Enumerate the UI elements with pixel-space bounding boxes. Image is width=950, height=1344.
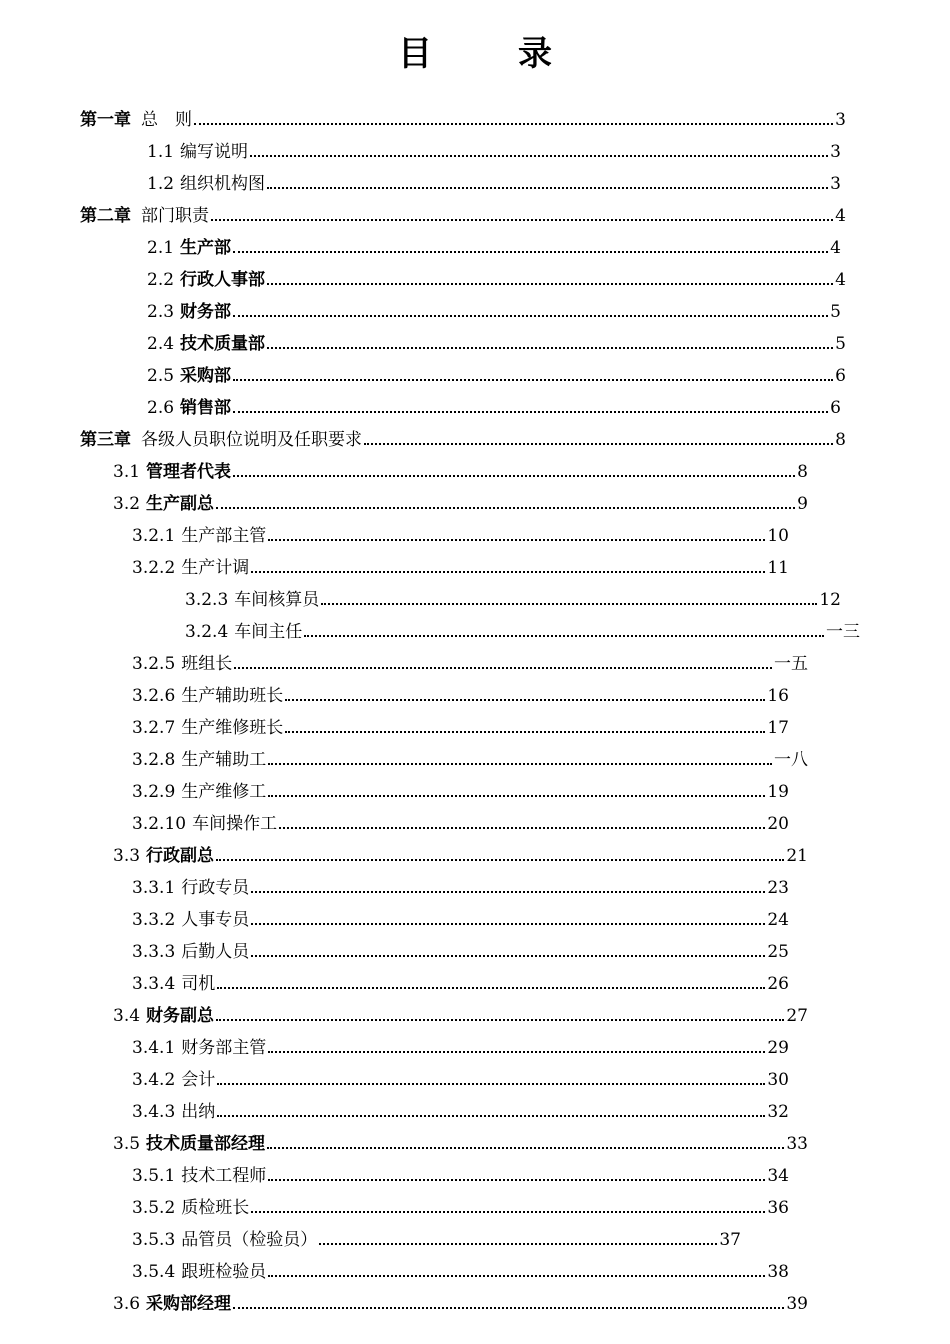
- page-number: 20: [767, 814, 789, 834]
- section-number: 3.2.5: [132, 654, 176, 674]
- page-number: 38: [767, 1262, 789, 1282]
- toc-entry[interactable]: [113, 1122, 808, 1154]
- section-number: 3.2.10: [132, 814, 187, 834]
- section-title: 总 则: [141, 110, 192, 130]
- section-number: 2.2: [147, 270, 175, 290]
- toc-entry[interactable]: [132, 674, 789, 706]
- section-title: 部门职责: [141, 206, 209, 226]
- toc-entry[interactable]: [132, 930, 789, 962]
- page-number: 39: [786, 1294, 808, 1314]
- section-title: 质检班长: [181, 1198, 250, 1218]
- page-number: 23: [767, 878, 789, 898]
- page-number: 3: [830, 174, 841, 194]
- section-number: 3.2.2: [132, 558, 176, 578]
- section-title: 组织机构图: [180, 174, 266, 194]
- section-number: 3.5.2: [132, 1198, 176, 1218]
- section-number: 3.5.3: [132, 1230, 176, 1250]
- section-number: 3.2.8: [132, 750, 176, 770]
- toc-entry[interactable]: [147, 290, 841, 322]
- toc-entry[interactable]: [147, 354, 846, 386]
- dot-leader: [233, 1307, 784, 1309]
- toc-entry[interactable]: [132, 546, 789, 578]
- toc-entry[interactable]: [132, 1026, 789, 1058]
- section-title: 跟班检验员: [181, 1262, 267, 1282]
- section-title: 品管员（检验员）: [181, 1230, 318, 1250]
- page-number: 6: [835, 366, 846, 386]
- toc-entry[interactable]: [147, 130, 841, 162]
- section-number: 1.2: [147, 174, 175, 194]
- section-title: 生产维修工: [181, 782, 267, 802]
- page-number: 6: [830, 398, 841, 418]
- chapter-label: 第二章: [80, 206, 131, 226]
- toc-entry[interactable]: [185, 578, 841, 610]
- section-title: 生产部主管: [181, 526, 267, 546]
- dot-leader: [233, 411, 828, 413]
- section-number: 3.1: [113, 462, 141, 482]
- page-number: 24: [767, 910, 789, 930]
- section-number: 3.4.1: [132, 1038, 176, 1058]
- page-title: 目 录: [398, 34, 578, 74]
- section-number: 3.2.3: [185, 590, 229, 610]
- section-title: 生产部: [180, 238, 232, 258]
- toc-entry[interactable]: [147, 322, 846, 354]
- page-number: 3: [830, 142, 841, 162]
- dot-leader: [216, 859, 784, 861]
- section-title: 生产辅助班长: [181, 686, 284, 706]
- section-title: 车间操作工: [192, 814, 278, 834]
- dot-leader: [319, 1243, 717, 1245]
- toc-entry[interactable]: [80, 194, 846, 226]
- section-number: 2.1: [147, 238, 175, 258]
- section-number: 1.1: [147, 142, 175, 162]
- section-number: 2.6: [147, 398, 175, 418]
- dot-leader: [321, 603, 817, 605]
- section-title: 财务部: [180, 302, 232, 322]
- dot-leader: [268, 539, 765, 541]
- dot-leader: [251, 955, 765, 957]
- section-number: 3.6: [113, 1294, 141, 1314]
- section-number: 3.2.1: [132, 526, 176, 546]
- toc-entry[interactable]: [132, 642, 808, 674]
- page-number: 17: [767, 718, 789, 738]
- page-number: 4: [830, 238, 841, 258]
- section-number: 3.2.9: [132, 782, 176, 802]
- dot-leader: [268, 1051, 765, 1053]
- toc-entry[interactable]: [132, 706, 789, 738]
- section-title: 采购部: [180, 366, 232, 386]
- section-number: 3.3.2: [132, 910, 176, 930]
- dot-leader: [233, 251, 828, 253]
- toc-entry[interactable]: [132, 1090, 789, 1122]
- dot-leader: [268, 795, 765, 797]
- section-number: 2.4: [147, 334, 175, 354]
- toc-entry[interactable]: [132, 1218, 741, 1250]
- section-title: 技术质量部: [180, 334, 266, 354]
- page-number: 12: [819, 590, 841, 610]
- page-number: 5: [830, 302, 841, 322]
- dot-leader: [194, 123, 833, 125]
- toc-entry[interactable]: [132, 1186, 789, 1218]
- section-title: 车间主任: [234, 622, 303, 642]
- section-number: 3.2.4: [185, 622, 229, 642]
- dot-leader: [217, 1115, 765, 1117]
- dot-leader: [285, 699, 765, 701]
- toc-entry[interactable]: [113, 450, 808, 482]
- page-number: 32: [767, 1102, 789, 1122]
- dot-leader: [267, 347, 833, 349]
- page-number: 11: [767, 558, 789, 578]
- section-number: 3.5.4: [132, 1262, 176, 1282]
- section-title: 销售部: [180, 398, 232, 418]
- toc-entry[interactable]: [113, 994, 808, 1026]
- page-number: 36: [767, 1198, 789, 1218]
- toc-entry[interactable]: [80, 418, 846, 450]
- toc-entry[interactable]: [185, 610, 860, 642]
- chapter-label: 第三章: [80, 430, 131, 450]
- dot-leader: [251, 1211, 765, 1213]
- page-number: 16: [767, 686, 789, 706]
- toc-entry[interactable]: [132, 770, 789, 802]
- dot-leader: [304, 635, 824, 637]
- section-title: 后勤人员: [181, 942, 250, 962]
- dot-leader: [267, 283, 833, 285]
- section-title: 班组长: [181, 654, 233, 674]
- section-title: 车间核算员: [234, 590, 320, 610]
- page-number: 27: [786, 1006, 808, 1026]
- section-title: 行政人事部: [180, 270, 266, 290]
- toc-entry[interactable]: [132, 1154, 789, 1186]
- dot-leader: [211, 219, 833, 221]
- dot-leader: [233, 379, 833, 381]
- section-number: 2.3: [147, 302, 175, 322]
- chapter-label: 第一章: [80, 110, 131, 130]
- section-number: 3.5: [113, 1134, 141, 1154]
- page-number: 5: [835, 334, 846, 354]
- dot-leader: [268, 1179, 765, 1181]
- section-title: 生产计调: [181, 558, 250, 578]
- page-number: 9: [797, 494, 808, 514]
- section-title: 生产副总: [146, 494, 215, 514]
- dot-leader: [216, 507, 795, 509]
- dot-leader: [251, 571, 765, 573]
- dot-leader: [251, 923, 765, 925]
- section-number: 3.3.1: [132, 878, 176, 898]
- section-title: 人事专员: [181, 910, 250, 930]
- section-number: 3.4.3: [132, 1102, 176, 1122]
- page-number: 8: [797, 462, 808, 482]
- toc-entry[interactable]: [147, 386, 841, 418]
- section-number: 3.3: [113, 846, 141, 866]
- section-title: 采购部经理: [146, 1294, 232, 1314]
- section-number: 2.5: [147, 366, 175, 386]
- page-number: 10: [767, 526, 789, 546]
- toc-entry[interactable]: [147, 162, 841, 194]
- page-number: 一五: [774, 654, 808, 674]
- section-title: 生产辅助工: [181, 750, 267, 770]
- toc-entry[interactable]: [80, 98, 846, 130]
- page-number: 30: [767, 1070, 789, 1090]
- page-number: 8: [835, 430, 846, 450]
- section-number: 3.2.7: [132, 718, 176, 738]
- section-title: 财务部主管: [181, 1038, 267, 1058]
- section-title: 行政专员: [181, 878, 250, 898]
- toc-entry[interactable]: [132, 866, 789, 898]
- section-number: 3.2.6: [132, 686, 176, 706]
- section-number: 3.5.1: [132, 1166, 176, 1186]
- section-number: 3.3.4: [132, 974, 176, 994]
- page-number: 4: [835, 206, 846, 226]
- toc-entry[interactable]: [147, 258, 846, 290]
- dot-leader: [267, 1147, 784, 1149]
- page-number: 一三: [826, 622, 860, 642]
- toc-entry[interactable]: [132, 1058, 789, 1090]
- section-title: 编写说明: [180, 142, 249, 162]
- section-title: 司机: [181, 974, 216, 994]
- page-number: 3: [835, 110, 846, 130]
- dot-leader: [364, 443, 833, 445]
- dot-leader: [285, 731, 765, 733]
- page-number: 37: [719, 1230, 741, 1250]
- page-number: 26: [767, 974, 789, 994]
- dot-leader: [217, 1083, 765, 1085]
- page-number: 29: [767, 1038, 789, 1058]
- toc-entry[interactable]: [132, 962, 789, 994]
- section-title: 行政副总: [146, 846, 215, 866]
- dot-leader: [216, 1019, 784, 1021]
- dot-leader: [279, 827, 765, 829]
- section-number: 3.4: [113, 1006, 141, 1026]
- dot-leader: [233, 475, 795, 477]
- section-title: 各级人员职位说明及任职要求: [141, 430, 362, 450]
- section-title: 生产维修班长: [181, 718, 284, 738]
- toc-entry[interactable]: [113, 1282, 808, 1314]
- toc-entry[interactable]: [132, 738, 808, 770]
- page-number: 一八: [774, 750, 808, 770]
- dot-leader: [267, 187, 828, 189]
- section-number: 3.2: [113, 494, 141, 514]
- toc-entry[interactable]: [113, 482, 808, 514]
- section-title: 技术工程师: [181, 1166, 267, 1186]
- page-number: 34: [767, 1166, 789, 1186]
- dot-leader: [268, 763, 772, 765]
- toc-entry[interactable]: [132, 802, 789, 834]
- toc-entry[interactable]: [132, 514, 789, 546]
- section-title: 会计: [181, 1070, 216, 1090]
- section-title: 技术质量部经理: [146, 1134, 266, 1154]
- section-number: 3.4.2: [132, 1070, 176, 1090]
- dot-leader: [268, 1275, 765, 1277]
- page-number: 21: [786, 846, 808, 866]
- toc-entry[interactable]: [113, 834, 808, 866]
- toc-entry[interactable]: [132, 898, 789, 930]
- toc-entry[interactable]: [132, 1250, 789, 1282]
- section-number: 3.3.3: [132, 942, 176, 962]
- page-number: 25: [767, 942, 789, 962]
- dot-leader: [233, 315, 828, 317]
- dot-leader: [217, 987, 765, 989]
- dot-leader: [251, 891, 765, 893]
- section-title: 财务副总: [146, 1006, 215, 1026]
- page-number: 33: [786, 1134, 808, 1154]
- page-number: 4: [835, 270, 846, 290]
- page-number: 19: [767, 782, 789, 802]
- dot-leader: [250, 155, 828, 157]
- section-title: 出纳: [181, 1102, 216, 1122]
- dot-leader: [234, 667, 772, 669]
- section-title: 管理者代表: [146, 462, 232, 482]
- toc-entry[interactable]: [147, 226, 841, 258]
